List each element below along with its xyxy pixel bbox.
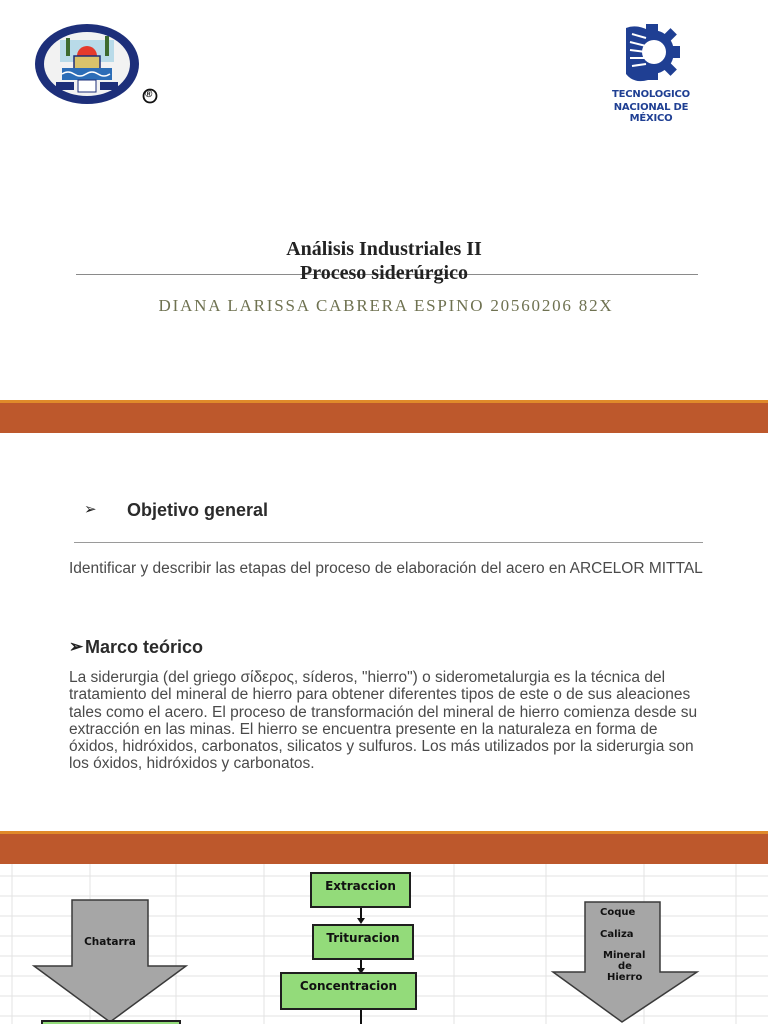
right-arrow-label-coque: Coque: [600, 907, 636, 918]
institute-logo: [32, 22, 158, 108]
registered-mark: ®: [145, 89, 153, 100]
objective-divider: [74, 542, 703, 543]
flow-step-extraccion: Extraccion: [310, 872, 411, 908]
flow-step-trituracion: Trituracion: [312, 924, 414, 960]
document-subtitle: Proceso siderúrgico: [300, 262, 468, 284]
bullet-arrow-icon: ➢: [84, 501, 97, 518]
process-diagram: [0, 864, 768, 1024]
tecnm-name-line1: TECNOLOGICO: [612, 89, 690, 100]
bullet-arrow-icon: ➢: [69, 637, 84, 656]
objective-text: Identificar y describir las etapas del proceso de elaboración del acero en ARCELOR MITTAL: [69, 560, 703, 577]
slide-divider-band: [0, 400, 768, 433]
right-arrow-label-caliza: Caliza: [600, 929, 634, 940]
document-title: Análisis Industriales II: [286, 238, 482, 260]
left-arrow-label: Chatarra: [84, 936, 136, 948]
right-arrow-label-hierro: Hierro: [607, 972, 643, 983]
marco-heading: Marco teórico: [85, 637, 204, 657]
tecnm-logo: [596, 18, 706, 124]
right-arrow-label-de: de: [618, 961, 632, 972]
input-arrow-left: [34, 900, 186, 1022]
objective-heading: Objetivo general: [127, 500, 269, 520]
flow-step-concentracion: Concentracion: [280, 972, 417, 1010]
right-arrow-label-mineral: Mineral: [603, 950, 646, 961]
tecnm-name-line2: NACIONAL DE MÉXICO: [613, 102, 689, 124]
marco-text: La siderurgia (del griego σίδερος, síderos, "hierro") o siderometalurgia es la técnica del tratamiento del mineral de hierro para obtener diferentes tipos de este o de sus aleaciones tales como el acero. El proceso de transformación del mineral de hierro comienza desde su extracción en las minas. El hierro se encuentra presente en la naturaleza en forma de óxidos, hidróxidos, carbonatos, silicatos y sulfuros. Los más utilizados por la siderurgia son los óxidos, hidróxidos y carbonatos.: [69, 669, 698, 773]
author-line: DIANA LARISSA CABRERA ESPINO 20560206 82X: [158, 296, 614, 315]
slide-divider-band: [0, 831, 768, 864]
